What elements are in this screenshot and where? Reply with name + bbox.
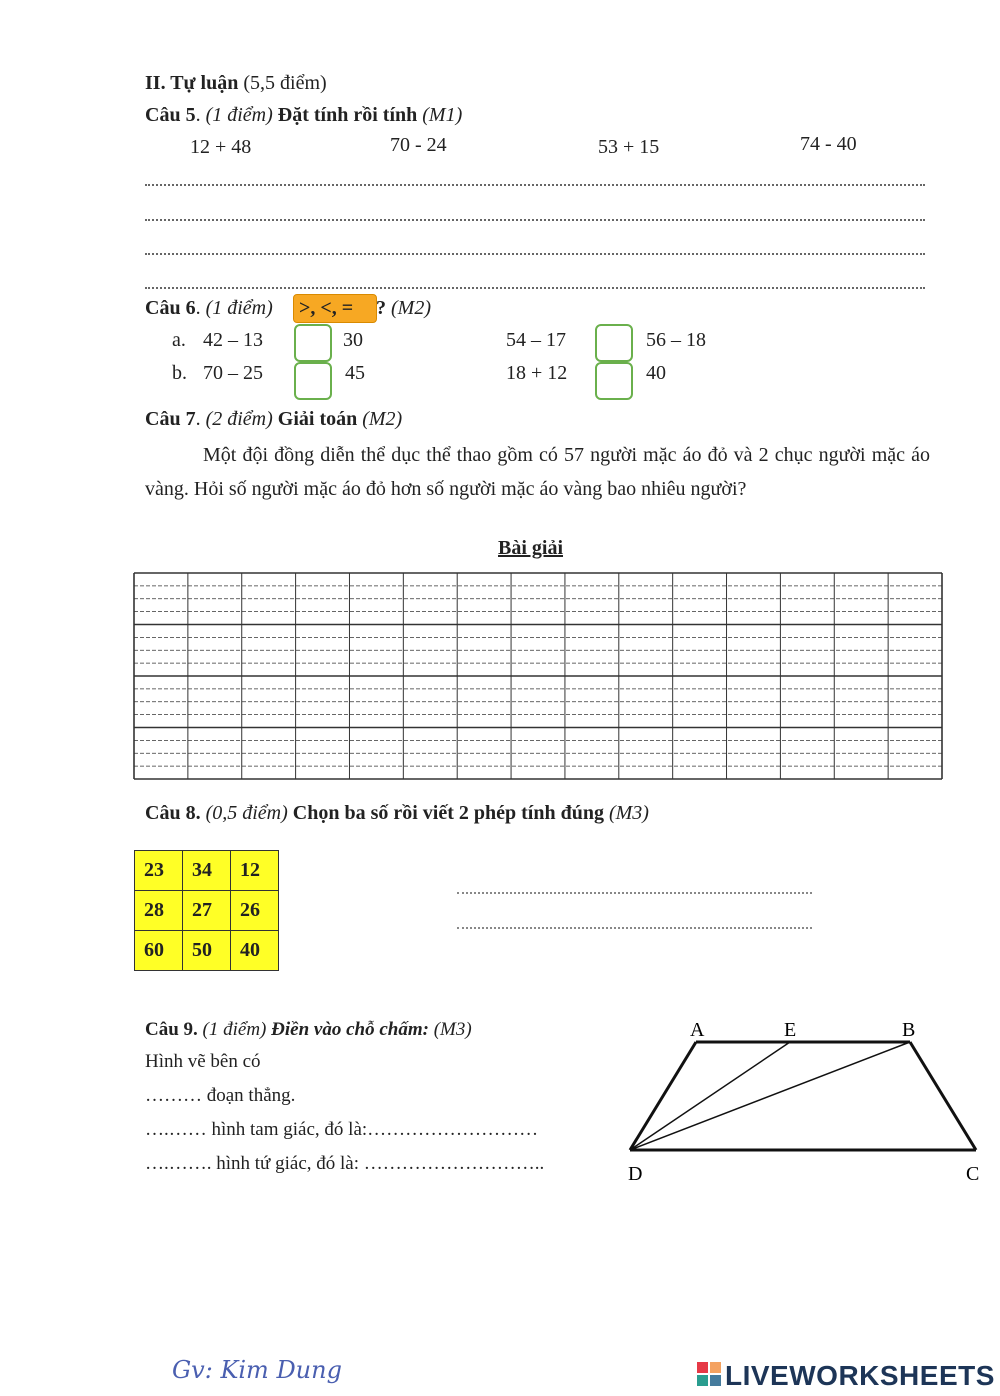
q6a-left2: 54 – 17: [506, 329, 566, 351]
q6b-label: b.: [172, 362, 187, 384]
segment-db: [630, 1042, 910, 1150]
grid-row: [135, 851, 279, 891]
answer-line-2[interactable]: [457, 927, 812, 929]
q6a-right2: 56 – 18: [646, 329, 706, 351]
segment-bc: [910, 1042, 976, 1150]
answer-line: [145, 219, 925, 221]
q9-line-2[interactable]: ……… đoạn thẳng.: [145, 1085, 296, 1106]
q5-heading: Câu 5. (1 điểm) Đặt tính rồi tính (M1): [145, 104, 463, 126]
q5-expr-3: 53 + 15: [598, 136, 660, 158]
q9-line-4[interactable]: ….……. hình tứ giác, đó là: ………………………..: [145, 1153, 545, 1174]
grid-cell: 12: [231, 851, 279, 891]
q6a-left1: 42 – 13: [203, 329, 263, 351]
q6a-label: a.: [172, 329, 186, 351]
q6a-right1: 30: [343, 329, 363, 351]
grid-cell: 26: [231, 891, 279, 931]
grid-row: [135, 891, 279, 931]
compare-box[interactable]: [294, 324, 332, 362]
q6b-left1: 70 – 25: [203, 362, 263, 384]
liveworksheets-logo: LIVEWORKSHEETS: [725, 1360, 995, 1391]
grid-cell: 23: [135, 851, 183, 891]
grid-row: [135, 931, 279, 971]
q5-expr-4: 74 - 40: [800, 133, 857, 155]
q6b-left2: 18 + 12: [506, 362, 568, 384]
answer-line: [145, 253, 925, 255]
q9-line-1: Hình vẽ bên có: [145, 1051, 261, 1072]
q6-signs: >, <, =: [299, 297, 354, 319]
q6-heading: Câu 6. (1 điểm): [145, 297, 273, 319]
grid-cell: 28: [135, 891, 183, 931]
label-e: E: [784, 1019, 797, 1041]
answer-line-1[interactable]: [457, 892, 812, 894]
q9-line-3[interactable]: ….…… hình tam giác, đó là:………………………: [145, 1119, 539, 1140]
teacher-signature: Gv: Kim Dung: [172, 1356, 342, 1384]
section-title: II. Tự luận (5,5 điểm): [145, 72, 327, 94]
q9-heading: Câu 9. (1 điểm) Điền vào chỗ chấm: (M3): [145, 1019, 472, 1040]
q6-tail: ? (M2): [376, 297, 431, 319]
number-grid: [134, 850, 279, 971]
q6b-right2: 40: [646, 362, 666, 384]
label-d: D: [628, 1163, 643, 1185]
q6b-right1: 45: [345, 362, 365, 384]
trapezoid-figure: [620, 1012, 995, 1192]
grid-cell: 60: [135, 931, 183, 971]
grid-cell: 40: [231, 931, 279, 971]
compare-box[interactable]: [595, 362, 633, 400]
solution-title: Bài giải: [498, 537, 564, 559]
compare-box[interactable]: [595, 324, 633, 362]
solution-grid[interactable]: [133, 572, 943, 780]
grid-cell: 27: [183, 891, 231, 931]
label-c: C: [966, 1163, 980, 1185]
q7-heading: Câu 7. (2 điểm) Giải toán (M2): [145, 408, 403, 430]
q5-expr-2: 70 - 24: [390, 134, 447, 156]
answer-line: [145, 287, 925, 289]
label-b: B: [902, 1019, 916, 1041]
segment-ad: [630, 1042, 696, 1150]
liveworksheets-logo-icon: [697, 1362, 721, 1386]
grid-cell: 34: [183, 851, 231, 891]
grid-cell: 50: [183, 931, 231, 971]
segment-de: [630, 1042, 790, 1150]
q7-problem: Một đội đồng diễn thể dục thể thao gồm có 57 người mặc áo đỏ và 2 chục người mặc áo vàng. Hỏi số người mặc áo đỏ hơn số người mặc áo vàng bao nhiêu người?: [145, 444, 930, 500]
q5-expr-1: 12 + 48: [190, 136, 252, 158]
answer-line: [145, 184, 925, 186]
compare-box[interactable]: [294, 362, 332, 400]
label-a: A: [690, 1019, 705, 1041]
q8-heading: Câu 8. (0,5 điểm) Chọn ba số rồi viết 2 phép tính đúng (M3): [145, 802, 649, 824]
